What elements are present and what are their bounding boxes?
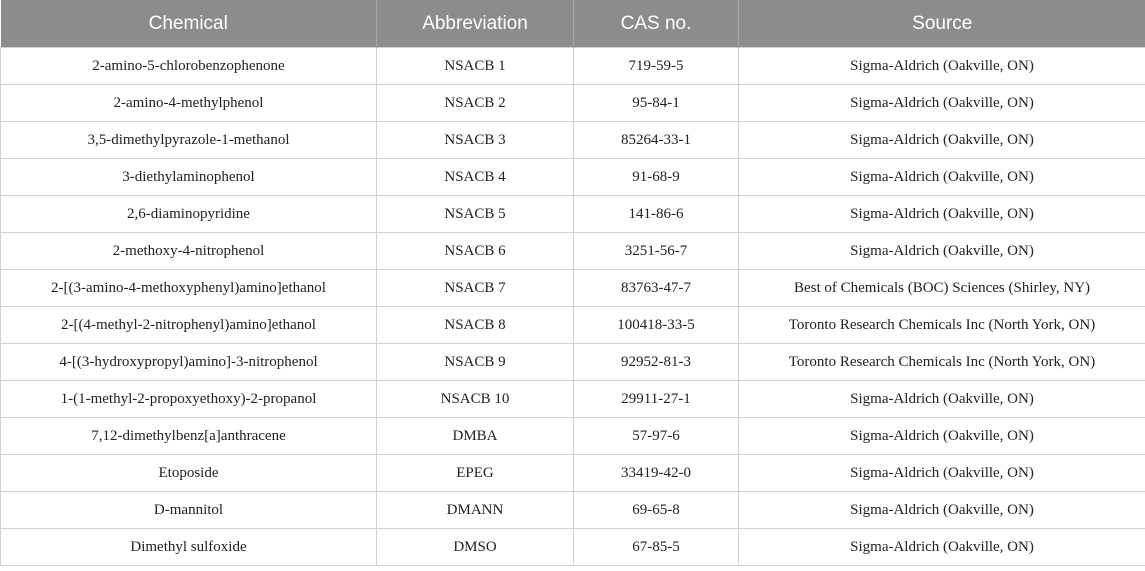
cell-cas-no: 91-68-9 [574, 159, 739, 196]
table-header [1, 0, 1145, 48]
cell-source: Sigma-Aldrich (Oakville, ON) [739, 529, 1145, 566]
table-row [1, 233, 1145, 270]
cell-abbreviation: NSACB 1 [377, 48, 574, 85]
table-row [1, 270, 1145, 307]
cell-chemical: D-mannitol [1, 492, 377, 529]
cell-source: Toronto Research Chemicals Inc (North York, ON) [739, 307, 1145, 344]
cell-abbreviation: EPEG [377, 455, 574, 492]
cell-source: Sigma-Aldrich (Oakville, ON) [739, 418, 1145, 455]
cell-abbreviation: DMSO [377, 529, 574, 566]
cell-source: Sigma-Aldrich (Oakville, ON) [739, 159, 1145, 196]
header-row [1, 0, 1145, 48]
cell-cas-no: 100418-33-5 [574, 307, 739, 344]
header-source: Source [739, 0, 1145, 48]
cell-abbreviation: NSACB 2 [377, 85, 574, 122]
cell-chemical: 2-[(3-amino-4-methoxyphenyl)amino]ethanol [1, 270, 377, 307]
cell-source: Sigma-Aldrich (Oakville, ON) [739, 196, 1145, 233]
cell-source: Sigma-Aldrich (Oakville, ON) [739, 492, 1145, 529]
cell-abbreviation: DMANN [377, 492, 574, 529]
table-row [1, 418, 1145, 455]
header-abbreviation: Abbreviation [377, 0, 574, 48]
table-body [1, 48, 1145, 566]
table-row [1, 85, 1145, 122]
cell-abbreviation: NSACB 4 [377, 159, 574, 196]
cell-source: Best of Chemicals (BOC) Sciences (Shirley, NY) [739, 270, 1145, 307]
cell-abbreviation: NSACB 6 [377, 233, 574, 270]
cell-cas-no: 85264-33-1 [574, 122, 739, 159]
cell-cas-no: 83763-47-7 [574, 270, 739, 307]
cell-chemical: 2-methoxy-4-nitrophenol [1, 233, 377, 270]
cell-source: Sigma-Aldrich (Oakville, ON) [739, 85, 1145, 122]
table-row [1, 48, 1145, 85]
cell-cas-no: 95-84-1 [574, 85, 739, 122]
cell-abbreviation: NSACB 9 [377, 344, 574, 381]
cell-chemical: 2-[(4-methyl-2-nitrophenyl)amino]ethanol [1, 307, 377, 344]
cell-chemical: 2,6-diaminopyridine [1, 196, 377, 233]
cell-cas-no: 719-59-5 [574, 48, 739, 85]
cell-chemical: 2-amino-5-chlorobenzophenone [1, 48, 377, 85]
header-cas-no: CAS no. [574, 0, 739, 48]
cell-cas-no: 92952-81-3 [574, 344, 739, 381]
cell-abbreviation: NSACB 8 [377, 307, 574, 344]
cell-chemical: Dimethyl sulfoxide [1, 529, 377, 566]
table-row [1, 159, 1145, 196]
cell-source: Sigma-Aldrich (Oakville, ON) [739, 233, 1145, 270]
table-row [1, 381, 1145, 418]
cell-chemical: 3-diethylaminophenol [1, 159, 377, 196]
header-chemical: Chemical [1, 0, 377, 48]
table-row [1, 307, 1145, 344]
cell-cas-no: 141-86-6 [574, 196, 739, 233]
cell-chemical: Etoposide [1, 455, 377, 492]
cell-source: Toronto Research Chemicals Inc (North York, ON) [739, 344, 1145, 381]
cell-cas-no: 57-97-6 [574, 418, 739, 455]
cell-cas-no: 29911-27-1 [574, 381, 739, 418]
table-row [1, 492, 1145, 529]
table-row [1, 122, 1145, 159]
cell-cas-no: 67-85-5 [574, 529, 739, 566]
table-row [1, 455, 1145, 492]
table-row [1, 529, 1145, 566]
cell-source: Sigma-Aldrich (Oakville, ON) [739, 381, 1145, 418]
cell-chemical: 2-amino-4-methylphenol [1, 85, 377, 122]
cell-source: Sigma-Aldrich (Oakville, ON) [739, 48, 1145, 85]
cell-chemical: 3,5-dimethylpyrazole-1-methanol [1, 122, 377, 159]
cell-source: Sigma-Aldrich (Oakville, ON) [739, 122, 1145, 159]
cell-chemical: 7,12-dimethylbenz[a]anthracene [1, 418, 377, 455]
table-row [1, 344, 1145, 381]
table-row [1, 196, 1145, 233]
cell-abbreviation: NSACB 3 [377, 122, 574, 159]
cell-abbreviation: DMBA [377, 418, 574, 455]
cell-cas-no: 69-65-8 [574, 492, 739, 529]
cell-chemical: 4-[(3-hydroxypropyl)amino]-3-nitrophenol [1, 344, 377, 381]
cell-abbreviation: NSACB 10 [377, 381, 574, 418]
cell-cas-no: 33419-42-0 [574, 455, 739, 492]
cell-abbreviation: NSACB 5 [377, 196, 574, 233]
cell-chemical: 1-(1-methyl-2-propoxyethoxy)-2-propanol [1, 381, 377, 418]
cell-cas-no: 3251-56-7 [574, 233, 739, 270]
cell-abbreviation: NSACB 7 [377, 270, 574, 307]
cell-source: Sigma-Aldrich (Oakville, ON) [739, 455, 1145, 492]
